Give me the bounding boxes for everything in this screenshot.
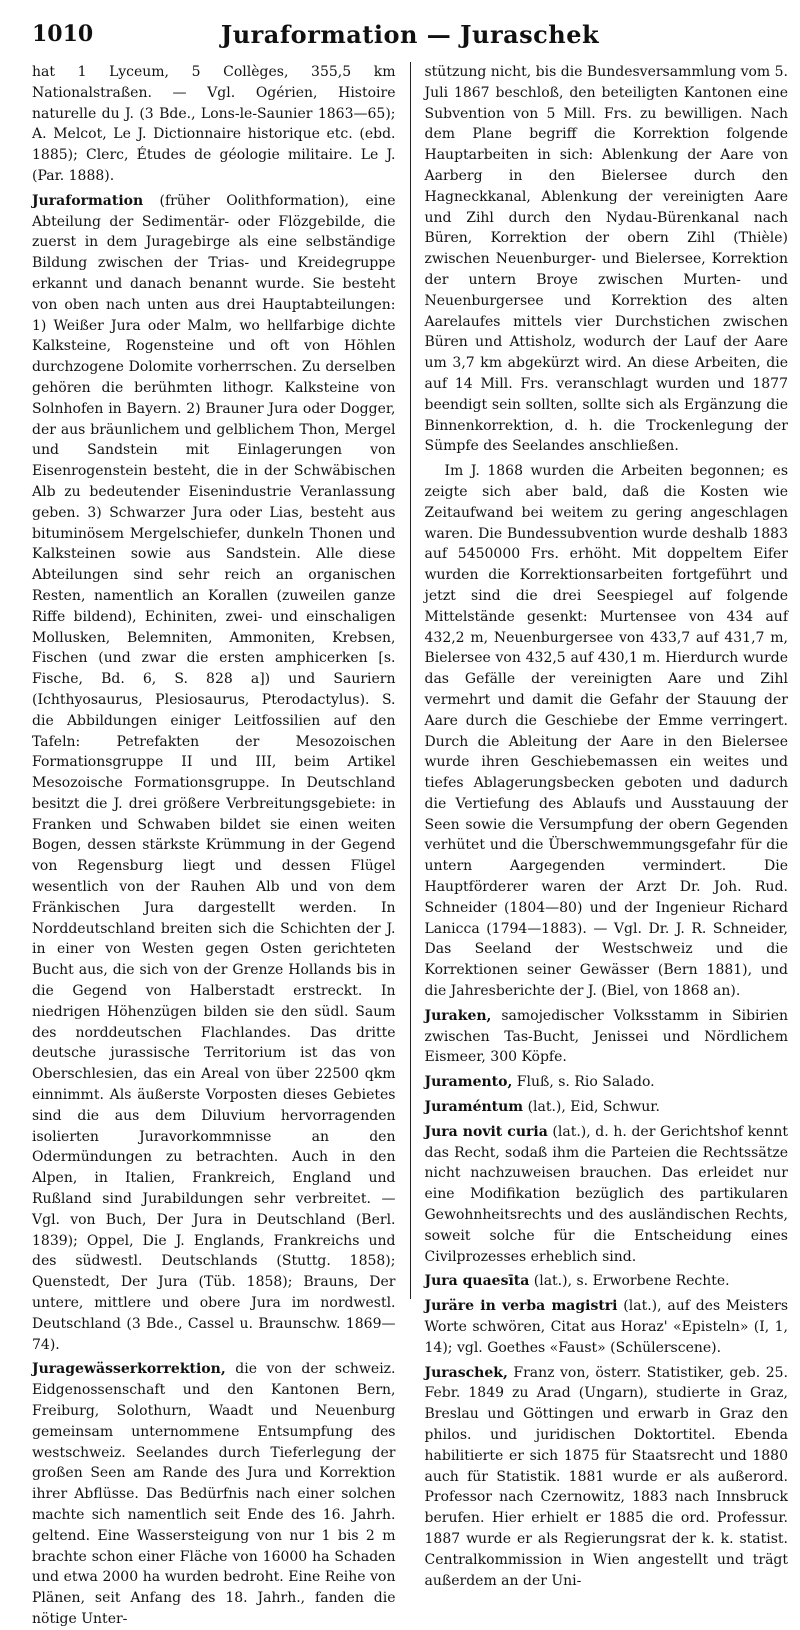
entry-paragraph [425, 1296, 789, 1358]
entry-headword: Juraméntum [424, 1099, 524, 1116]
entry-headword: Juräre in verba magistri [424, 1298, 618, 1315]
entry-headword: Jura quaesīta [424, 1273, 530, 1290]
entry-text: (lat.), auf des Meisters Worte schwören, Citat aus Horaz' «Episteln» (I, 1, 14); vgl. Goethes «Faust» (Schülerscene). [424, 1298, 788, 1356]
left-column [32, 62, 396, 1627]
entry-text: hat 1 Lyceum, 5 Collèges, 355,5 km Nationalstraßen. — Vgl. Ogérien, Histoire naturelle du J. (3 Bde., Lons-le-Saunier 1863—65); A. Melcot, Le J. Dictionnaire historique etc. (ebd. 1885); Clerc, Études de géologie militaire. Le J. (Par. 1888). [32, 64, 396, 184]
entry-text: (lat.), s. Erworbene Rechte. [533, 1273, 730, 1290]
running-head: Juraformation — Juraschek [220, 19, 600, 49]
entry-headword: Juraken, [424, 1007, 492, 1024]
entry-headword: Juramento, [424, 1074, 513, 1091]
entry-headword: Juraschek, [424, 1364, 508, 1381]
column-divider [410, 62, 411, 1299]
entry-text: stützung nicht, bis die Bundesversammlung vom 5. Juli 1867 beschloß, den beteiligten Kantonen eine Subvention von 5 Mill. Frs. zu bewilligen. Nach dem Plane begriff die Korrektion folgende Hauptarbeiten in sich: Ablenkung der Aare von Aarberg in den Bielersee durch den Hagneckkanal, Ablenkung der vereinigten Aare und Zihl durch den Nydau-Bürenkanal nach Büren, Korrektion der obern Zihl (Thièle) zwischen Neuenburger- und Bielersee, Korrektion der untern Broye zwischen Murten- und Neuenburgersee und Korrektion des alten Aarelaufes mittels vier Durchstichen zwischen Büren und Attisholz, wodurch der Lauf der Aare um 3,7 km abgekürzt wird. An diese Arbeiten, die auf 14 Mill. Frs. veranschlagt wurden und 1877 beendigt sein sollten, sollte sich als Ergänzung die Binnenkorrektion, d. h. die Trockenlegung der Sümpfe des Seelandes anschließen. [424, 64, 788, 455]
text-columns [32, 62, 788, 1627]
entry-paragraph [425, 1097, 789, 1118]
entry-headword: Jura novit curia [424, 1123, 548, 1140]
entry-paragraph [32, 191, 396, 1356]
page-header [32, 14, 788, 54]
entry-paragraph [425, 1363, 789, 1592]
entry-text: (früher Oolithformation), eine Abteilung der Sedimentär- oder Flözgebilde, die zuerst in dem Juragebirge als eine selbständige Bildung zwischen der Trias- und Kreidegruppe erkannt und danach benannt wurde. Sie besteht von oben nach unten aus drei Hauptabteilungen: 1) Weißer Jura oder Malm, wo hellfarbige dichte Kalksteine, Rogensteine und oft von Höhlen durchzogene Dolomite vorherrschen. Zu derselben gehören die berühmten lithogr. Kalksteine von Solnhofen in Bayern. 2) Brauner Jura oder Dogger, der aus bräunlichem und gelblichem Thon, Mergel und Sandstein mit Einlagerungen von Eisenrogenstein besteht, die in der Schwäbischen Alb zu bedeutender Eisenindustrie Veranlassung geben. 3) Schwarzer Jura oder Lias, besteht aus bituminösem Mergelschiefer, dunkeln Thonen und Kalksteinen sowie aus Sandstein. Alle diese Abteilungen sind sehr reich an organischen Resten, namentlich an Korallen (zuweilen ganze Riffe bildend), Echiniten, zwei- und einschaligen Mollusken, Belemniten, Ammoniten, Krebsen, Fischen (und zwar die ersten amphicerken [s. Fische, Bd. 6, S. 828 a]) und Sauriern (Ichthyosaurus, Plesiosaurus, Pterodactylus). S. die Abbildungen einiger Leitfossilien auf den Tafeln: Petrefakten der Mesozoischen Formationsgruppe II und III, beim Artikel Mesozoische Formationsgruppe. In Deutschland besitzt die J. drei größere Verbreitungsgebiete: in Franken und Schwaben bildet sie einen weiten Bogen, dessen stärkste Krümmung in der Gegend von Regensburg liegt und dessen Flügel wesentlich von der Rauhen Alb und von dem Fränkischen Jura dargestellt werden. In Norddeutschland breiten sich die Schichten der J. in einer von Westen gegen Osten gerichteten Bucht aus, die sich von der Grenze Hollands bis in die Gegend von Halberstadt erstreckt. In niedrigen Höhenzügen bilden sie den südl. Saum des norddeutschen Flachlandes. Das dritte deutsche jurassische Territorium ist das von Oberschlesien, das ein Areal von über 22500 qkm einnimmt. Als äußerste Vorposten dieses Gebietes sind die aus dem Diluvium hervorragenden isolierten Juravorkommnisse an den Odermündungen zu betrachten. Auch in den Alpen, in Italien, Frankreich, England und Rußland sind Jurabildungen sehr verbreitet. — Vgl. von Buch, Der Jura in Deutschland (Berl. 1839); Oppel, Die J. Englands, Frankreichs und des südwestl. Deutschlands (Stuttg. 1858); Quenstedt, Der Jura (Tüb. 1858); Brauns, Der untere, mittlere und obere Jura im nordwestl. Deutschland (3 Bde., Cassel u. Braunschw. 1869—74). [32, 192, 396, 1353]
entry-text: Im J. 1868 wurden die Arbeiten begonnen; es zeigte sich aber bald, daß die Kosten wie Zeitaufwand bei weitem zu gering angeschlagen waren. Die Bundessubvention wurde deshalb 1883 auf 5450000 Frs. erhöht. Mit doppeltem Eifer wurden die Korrektionsarbeiten fortgeführt und jetzt sind die drei Seespiegel auf folgende Mittelstände gesenkt: Murtensee von 434 auf 432,2 m, Neuenburgersee von 433,7 auf 431,7 m, Bielersee von 432,5 auf 430,1 m. Hierdurch wurde das Gefälle der vereinigten Aare und Zihl vermehrt und damit die Gefahr der Stauung der Aare durch die Geschiebe der Emme verringert. Durch die Ableitung der Aare in den Bielersee wurde ihren Geschiebemassen ein weites und tiefes Ablagerungsbecken geboten und dadurch die Vertiefung des Ablaufs und Ausstauung der Seen sowie die Versumpfung der obern Gegenden verhütet und die Überschwemmungsgefahr für die untern Aargegenden vermindert. Die Hauptförderer waren der Arzt Dr. Joh. Rud. Schneider (1804—80) und der Ingenieur Richard Lanicca (1794—1883). — Vgl. Dr. J. R. Schneider, Das Seeland der Westschweiz und die Korrektionen seiner Gewässer (Bern 1881), und die Jahresberichte der J. (Biel, von 1868 an). [424, 463, 788, 1000]
page-number: 1010 [32, 21, 94, 47]
entry-paragraph [425, 62, 789, 457]
entry-paragraph [32, 62, 396, 187]
entry-text: (lat.), d. h. der Gerichtshof kennt das Recht, sodaß ihm die Parteien die Rechtssätze nicht nachzuweisen brauchen. Das erleidet nur eine Modifikation bezüglich des partikularen Gewohnheitsrechts und des ausländischen Rechts, soweit solche für die Entscheidung eines Civilprozesses erheblich sind. [424, 1123, 788, 1265]
entry-headword: Juragewässerkorrektion, [32, 1361, 226, 1378]
entry-text: Franz von, österr. Statistiker, geb. 25. Febr. 1849 zu Arad (Ungarn), studierte in Graz, Breslau und Göttingen und erwarb in Graz den philos. und juridischen Doktortitel. Ebenda habilitierte er sich 1875 für Staatsrecht und 1880 auch für Statistik. 1881 wurde er als außerord. Professor nach Czernowitz, 1883 nach Innsbruck berufen. Hier erhielt er 1885 die ord. Professur. 1887 wurde er als Regierungsrat der k. k. statist. Centralkommission in Wien angestellt und trägt außerdem an der Uni- [424, 1364, 788, 1589]
entry-paragraph [425, 461, 789, 1002]
right-column [424, 62, 789, 1589]
entry-paragraph [32, 1359, 396, 1629]
entry-paragraph [425, 1072, 789, 1093]
entry-text: (lat.), Eid, Schwur. [527, 1099, 660, 1116]
entry-headword: Juraformation [32, 192, 144, 209]
entry-paragraph [425, 1271, 789, 1292]
entry-paragraph [425, 1006, 789, 1068]
entry-text: die von der schweiz. Eidgenossenschaft und den Kantonen Bern, Freiburg, Solothurn, Waadt und Neuenburg gemeinsam unternommene Entsumpfung des westschweiz. Seelandes durch Tieferlegung der großen Seen am Rande des Jura und Korrektion ihrer Abflüsse. Das Bedürfnis nach einer solchen machte sich namentlich seit Ende des 16. Jahrh. geltend. Eine Wassersteigung von nur 1 bis 2 m brachte schon einer Fläche von 16000 ha Schaden und etwa 2000 ha wurden bedroht. Eine Reihe von Plänen, seit Anfang des 18. Jahrh., fanden die nötige Unter- [32, 1361, 396, 1627]
entry-text: Fluß, s. Rio Salado. [516, 1074, 655, 1091]
entry-paragraph [425, 1122, 789, 1268]
entry-text: samojedischer Volksstamm in Sibirien zwischen Tas-Bucht, Jenissei und Nördlichem Eismeer, 300 Köpfe. [424, 1007, 788, 1066]
